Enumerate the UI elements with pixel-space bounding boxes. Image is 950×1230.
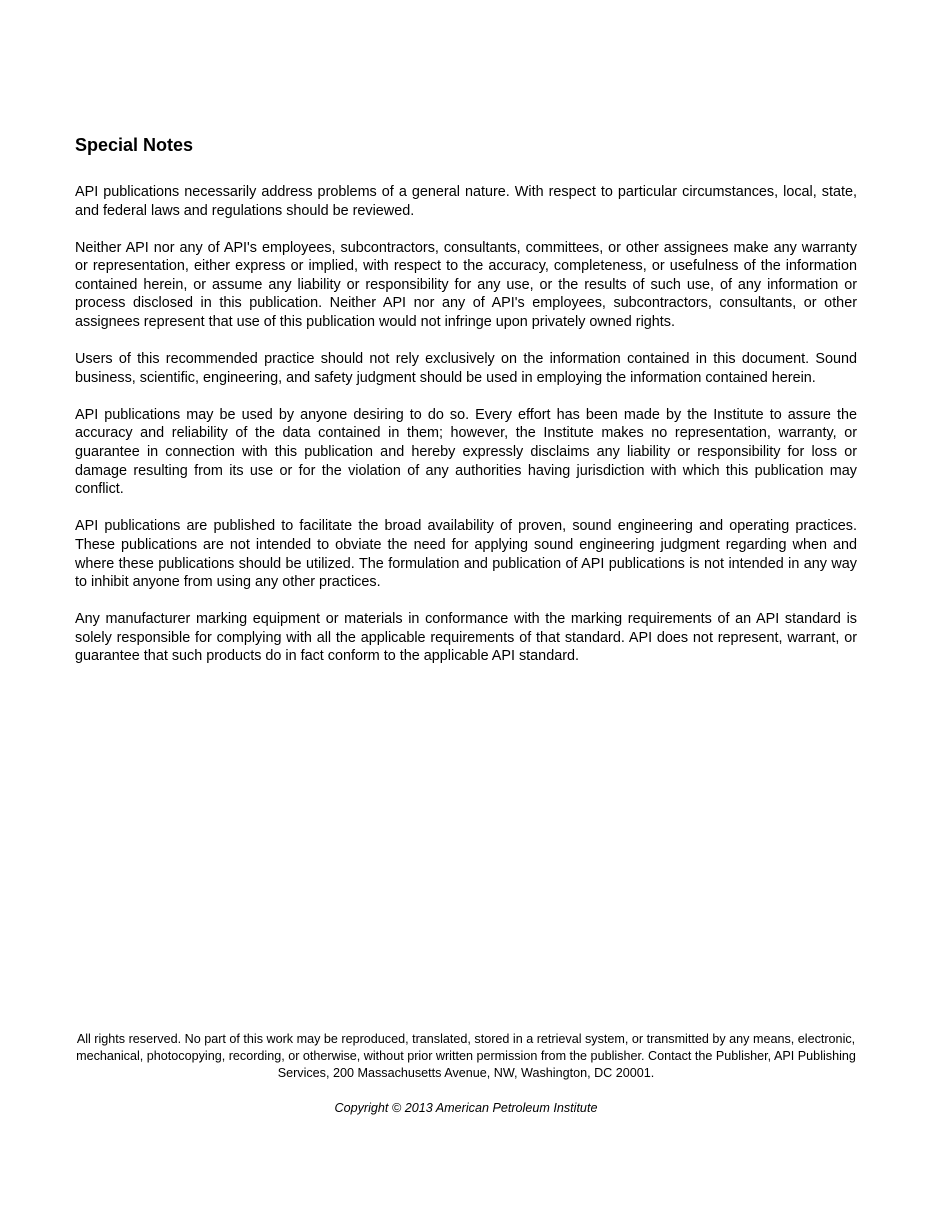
rights-notice: All rights reserved. No part of this work may be reproduced, translated, stored in a retrieval system, or transmitted by any means, electronic, mechanical, photocopying, recording, or otherwise, without prior written permission from the publisher. Contact the Publisher, API Publishing Services, 200 Massachusetts Avenue, NW, Washington, DC 20001. [76,1032,856,1081]
copyright-notice: Copyright © 2013 American Petroleum Institute [334,1100,598,1115]
section-heading: Special Notes [75,135,194,155]
note-paragraph-1: API publications necessarily address problems of a general nature. With respect to particular circumstances, local, state, and federal laws and regulations should be reviewed. [75,184,857,219]
page-footer [60,1031,872,1117]
note-paragraph-2: Neither API nor any of API's employees, subcontractors, consultants, committees, or other assignees make any warranty or representation, either express or implied, with respect to the accuracy, completeness, or usefulness of the information contained herein, or assume any liability or responsibility for any use, or the results of such use, of any information or process disclosed in this publication. Neither API nor any of API's employees, subcontractors, consultants, or other assignees represent that use of this publication would not infringe upon privately owned rights. [75,239,857,331]
note-paragraph-3: Users of this recommended practice should not rely exclusively on the information contained in this document. Sound business, scientific, engineering, and safety judgment should be used in employing the information contained herein. [75,351,857,386]
note-paragraph-4: API publications may be used by anyone desiring to do so. Every effort has been made by the Institute to assure the accuracy and reliability of the data contained in them; however, the Institute makes no representation, warranty, or guarantee in connection with this publication and hereby expressly disclaims any liability or responsibility for loss or damage resulting from its use or for the violation of any authorities having jurisdiction with which this publication may conflict. [75,406,857,498]
notes-body [75,183,857,684]
note-paragraph-6: Any manufacturer marking equipment or materials in conformance with the marking requirements of an API standard is solely responsible for complying with all the applicable requirements of that standard. API does not represent, warrant, or guarantee that such products do in fact conform to the applicable API standard. [75,611,857,665]
note-paragraph-5: API publications are published to facilitate the broad availability of proven, sound engineering and operating practices. These publications are not intended to obviate the need for applying sound engineering judgment regarding when and where these publications should be utilized. The formulation and publication of API publications is not intended in any way to inhibit anyone from using any other practices. [75,518,857,591]
